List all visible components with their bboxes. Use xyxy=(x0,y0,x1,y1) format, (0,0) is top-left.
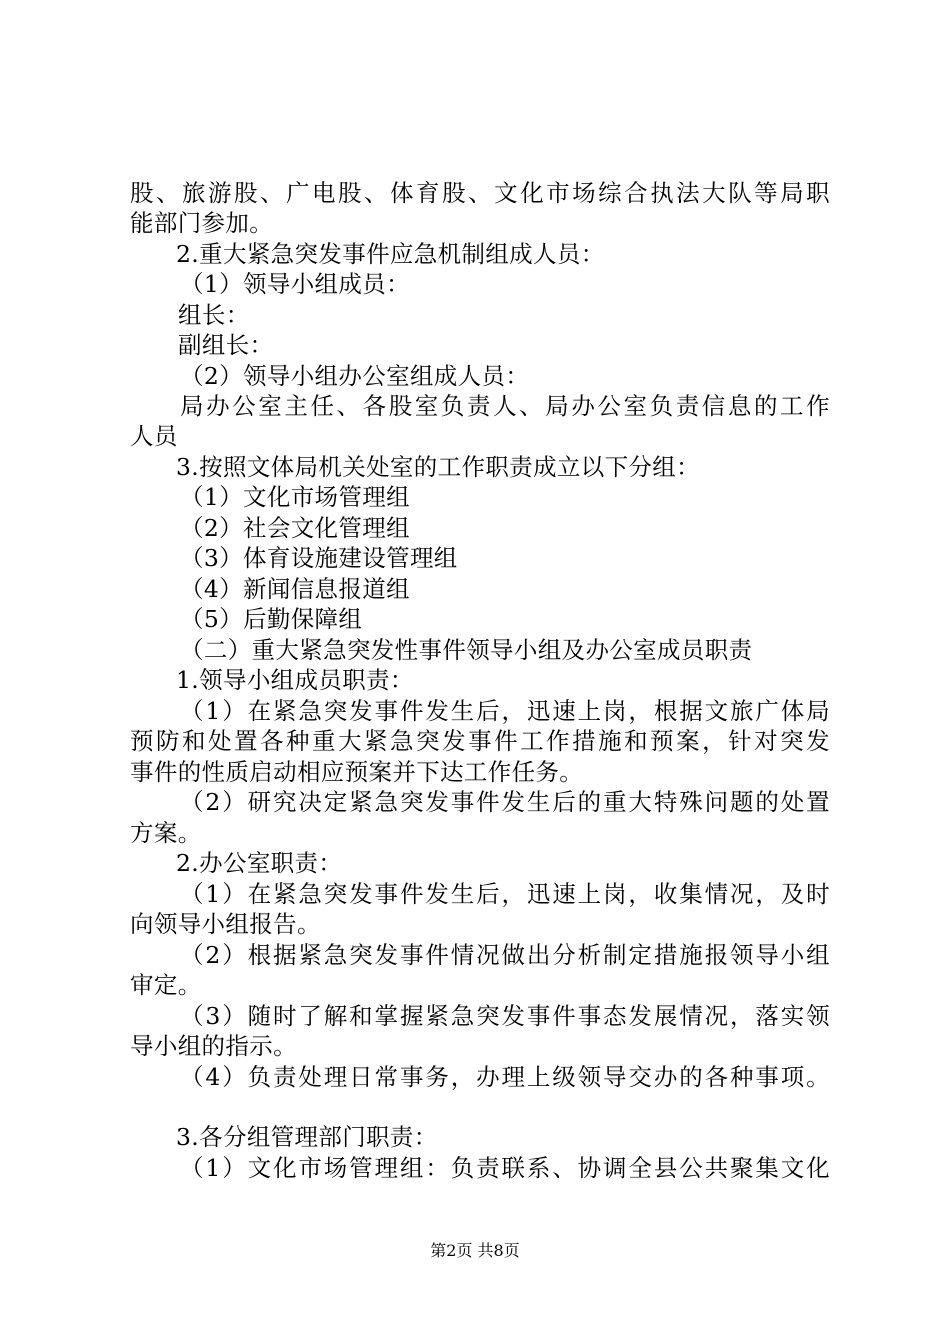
text-line: 人员 xyxy=(130,422,178,450)
text-line: 事件的性质启动相应预案并下达工作任务。 xyxy=(130,758,584,786)
section-heading: （二）重大紧急突发性事件领导小组及办公室成员职责 xyxy=(180,636,753,664)
text-line: 副组长： xyxy=(178,331,274,359)
section-heading: 2.办公室职责： xyxy=(176,849,343,877)
text-line: （4）负责处理日常事务，办理上级领导交办的各种事项。 xyxy=(180,1063,830,1091)
text-line: 方案。 xyxy=(130,819,202,847)
section-heading: 3.各分组管理部门职责： xyxy=(176,1123,438,1151)
text-line: 导小组的指示。 xyxy=(130,1032,297,1060)
text-line: 股、旅游股、广电股、体育股、文化市场综合执法大队等局职 xyxy=(130,179,830,207)
text-line: （1）在紧急突发事件发生后，迅速上岗，收集情况，及时 xyxy=(180,880,830,908)
text-line: 向领导小组报告。 xyxy=(130,910,321,938)
list-item: （3）体育设施建设管理组 xyxy=(180,544,458,572)
text-line: （2）领导小组办公室组成人员： xyxy=(180,362,530,390)
section-heading: 1.领导小组成员职责： xyxy=(176,666,414,694)
section-heading: 2.重大紧急突发事件应急机制组成人员： xyxy=(176,240,605,268)
page-footer: 第2页 共8页 xyxy=(430,1241,520,1260)
text-line: 局办公室主任、各股室负责人、局办公室负责信息的工作 xyxy=(180,392,830,420)
text-line: 审定。 xyxy=(130,971,202,999)
text-line: （1）在紧急突发事件发生后，迅速上岗，根据文旅广体局 xyxy=(180,697,830,725)
text-line: 预防和处置各种重大紧急突发事件工作措施和预案，针对突发 xyxy=(130,727,830,755)
list-item: （2）社会文化管理组 xyxy=(180,514,410,542)
list-item: （5）后勤保障组 xyxy=(180,605,363,633)
text-line: （1）文化市场管理组：负责联系、协调全县公共聚集文化 xyxy=(180,1154,830,1182)
list-item: （4）新闻信息报道组 xyxy=(180,575,410,603)
text-line: （2）根据紧急突发事件情况做出分析制定措施报领导小组 xyxy=(180,941,830,969)
text-line: 能部门参加。 xyxy=(130,209,274,237)
text-line: （3）随时了解和掌握紧急突发事件事态发展情况，落实领 xyxy=(180,1002,830,1030)
text-line: 组长： xyxy=(178,301,250,329)
text-line: （2）研究决定紧急突发事件发生后的重大特殊问题的处置 xyxy=(180,788,830,816)
list-item: （1）文化市场管理组 xyxy=(180,483,410,511)
section-heading: 3.按照文体局机关处室的工作职责成立以下分组： xyxy=(176,453,700,481)
text-line: （1）领导小组成员： xyxy=(180,270,410,298)
